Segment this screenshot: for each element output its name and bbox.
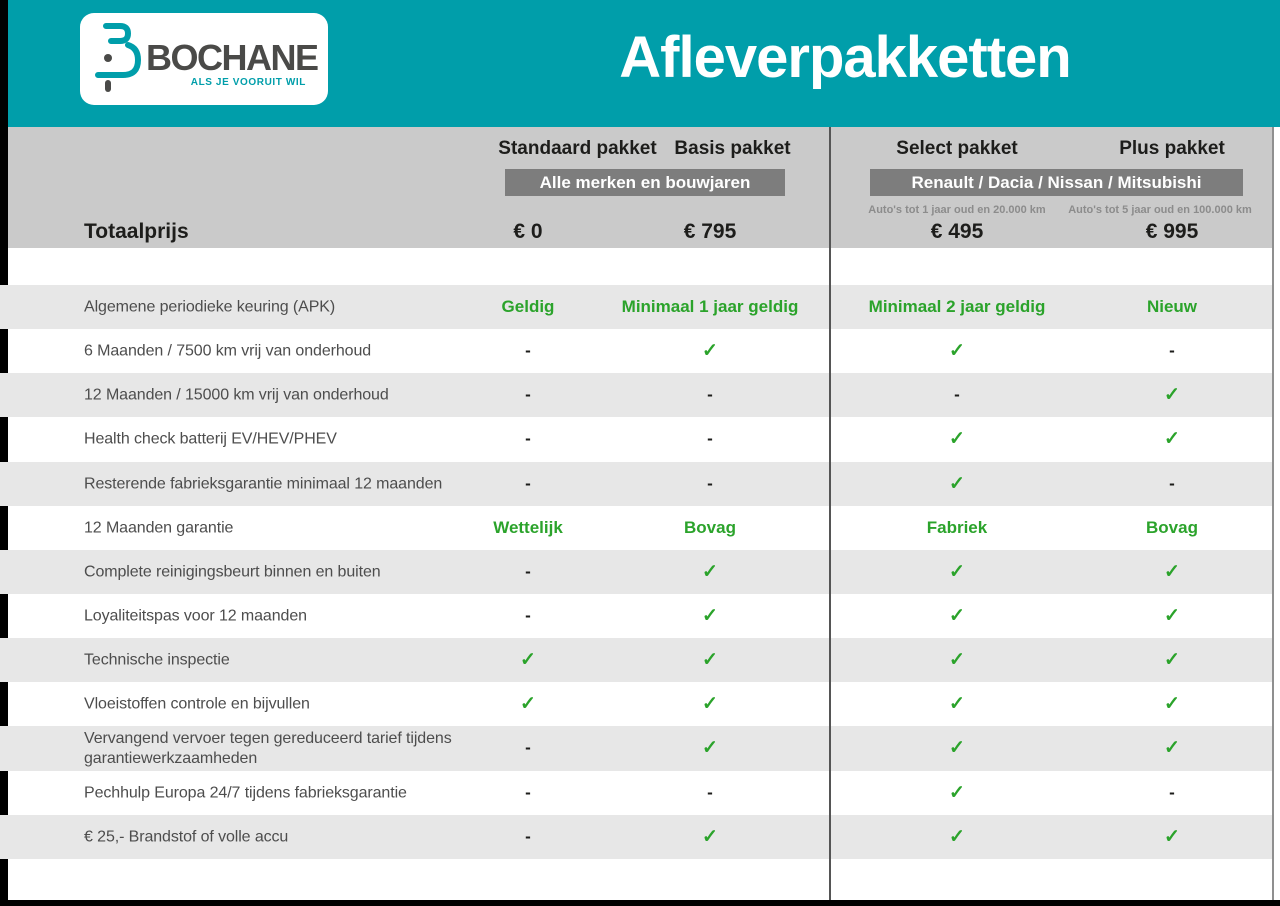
column-header-plus: Plus pakket — [1119, 138, 1225, 159]
dash-mark: - — [525, 385, 531, 405]
check-icon: ✓ — [520, 693, 536, 715]
dash-mark: - — [525, 606, 531, 626]
dash-mark: - — [707, 385, 713, 405]
row-label: € 25,- Brandstof of volle accu — [84, 828, 289, 846]
row-label: 6 Maanden / 7500 km vrij van onderhoud — [84, 342, 372, 360]
check-icon: ✓ — [520, 649, 536, 671]
check-icon: ✓ — [1164, 826, 1180, 848]
check-icon: ✓ — [949, 605, 965, 627]
check-icon: ✓ — [1164, 649, 1180, 671]
column-note-select: Auto's tot 1 jaar oud en 20.000 km — [868, 204, 1046, 216]
bottom-white-band — [0, 859, 1272, 900]
check-icon: ✓ — [702, 826, 718, 848]
table-row — [0, 638, 1272, 682]
row-label: 12 Maanden / 15000 km vrij van onderhoud — [84, 386, 389, 404]
check-icon: ✓ — [702, 737, 718, 759]
table-row — [0, 726, 1272, 770]
check-icon: ✓ — [702, 693, 718, 715]
check-icon: ✓ — [949, 782, 965, 804]
price-plus: € 995 — [1145, 220, 1199, 243]
dash-mark: - — [707, 429, 713, 449]
check-icon: ✓ — [949, 473, 965, 495]
header-banner — [0, 0, 1280, 127]
check-icon: ✓ — [1164, 561, 1180, 583]
table-row — [0, 373, 1272, 417]
feature-value-text: Nieuw — [1146, 297, 1198, 317]
check-icon: ✓ — [1164, 737, 1180, 759]
bochane-logo-icon — [94, 18, 144, 98]
brands-badge-left: Alle merken en bouwjaren — [505, 169, 785, 196]
check-icon: ✓ — [1164, 693, 1180, 715]
row-label: 12 Maanden garantie — [84, 519, 234, 537]
feature-value-text: Bovag — [1146, 517, 1198, 537]
row-label: Resterende fabrieksgarantie minimaal 12 maanden — [84, 475, 443, 493]
table-row — [0, 462, 1272, 506]
check-icon: ✓ — [949, 561, 965, 583]
table-row — [0, 550, 1272, 594]
check-icon: ✓ — [702, 649, 718, 671]
check-icon: ✓ — [702, 605, 718, 627]
table-header-band — [0, 127, 1272, 248]
feature-value-text: Geldig — [501, 297, 555, 317]
table-row — [0, 815, 1272, 859]
price-standaard: € 0 — [513, 220, 543, 243]
check-icon: ✓ — [949, 826, 965, 848]
bottom-border-bar — [0, 900, 1280, 906]
logo-wordmark: BOCHANE — [146, 37, 318, 78]
row-label: Health check batterij EV/HEV/PHEV — [84, 430, 337, 448]
column-note-plus: Auto's tot 5 jaar oud en 100.000 km — [1068, 204, 1252, 216]
logo-tagline: ALS JE VOORUIT WIL — [190, 77, 306, 88]
check-icon: ✓ — [1164, 384, 1180, 406]
row-label: Vervangend vervoer tegen gereduceerd tarief tijdens garantiewerkzaamheden — [84, 730, 452, 767]
row-label: Algemene periodieke keuring (APK) — [84, 298, 336, 316]
table-right-border — [1272, 127, 1274, 900]
bochane-logo — [80, 13, 328, 105]
brands-badge-right: Renault / Dacia / Nissan / Mitsubishi — [870, 169, 1243, 196]
check-icon: ✓ — [702, 340, 718, 362]
rows-container — [0, 285, 1272, 859]
table-row — [0, 682, 1272, 726]
dash-mark: - — [525, 561, 531, 581]
total-price-label: Totaalprijs — [84, 220, 189, 243]
dash-mark: - — [954, 385, 960, 405]
column-group-divider — [829, 127, 831, 900]
feature-value-text: Minimaal 1 jaar geldig — [621, 297, 799, 317]
spacer-row — [0, 248, 1272, 285]
row-label: Vloeistoffen controle en bijvullen — [84, 695, 310, 713]
dash-mark: - — [525, 738, 531, 758]
feature-value-text: Minimaal 2 jaar geldig — [868, 297, 1046, 317]
feature-value-text: Fabriek — [926, 517, 988, 537]
table-row — [0, 594, 1272, 638]
page-title: Afleverpakketten — [619, 25, 1071, 90]
dash-mark: - — [1169, 341, 1175, 361]
column-header-standaard: Standaard pakket — [498, 138, 657, 159]
dash-mark: - — [525, 429, 531, 449]
check-icon: ✓ — [1164, 605, 1180, 627]
dash-mark: - — [525, 826, 531, 846]
dash-mark: - — [525, 782, 531, 802]
dash-mark: - — [707, 473, 713, 493]
row-label: Complete reinigingsbeurt binnen en buiten — [84, 563, 381, 581]
dash-mark: - — [525, 473, 531, 493]
table-row — [0, 506, 1272, 550]
dash-mark: - — [525, 341, 531, 361]
table-row — [0, 285, 1272, 329]
table-row — [0, 417, 1272, 461]
table-row — [0, 771, 1272, 815]
dash-mark: - — [1169, 782, 1175, 802]
check-icon: ✓ — [949, 428, 965, 450]
check-icon: ✓ — [949, 649, 965, 671]
check-icon: ✓ — [949, 693, 965, 715]
column-header-select: Select pakket — [896, 138, 1018, 159]
feature-value-text: Wettelijk — [493, 517, 563, 537]
row-label: Loyaliteitspas voor 12 maanden — [84, 607, 307, 625]
check-icon: ✓ — [949, 340, 965, 362]
table-row — [0, 329, 1272, 373]
price-select: € 495 — [930, 220, 984, 243]
row-label: Pechhulp Europa 24/7 tijdens fabrieksgarantie — [84, 784, 407, 802]
check-icon: ✓ — [949, 737, 965, 759]
price-basis: € 795 — [683, 220, 737, 243]
dash-mark: - — [1169, 473, 1175, 493]
column-header-basis: Basis pakket — [674, 138, 791, 159]
check-icon: ✓ — [1164, 428, 1180, 450]
row-label: Technische inspectie — [84, 651, 230, 669]
feature-value-text: Bovag — [684, 517, 736, 537]
check-icon: ✓ — [702, 561, 718, 583]
dash-mark: - — [707, 782, 713, 802]
